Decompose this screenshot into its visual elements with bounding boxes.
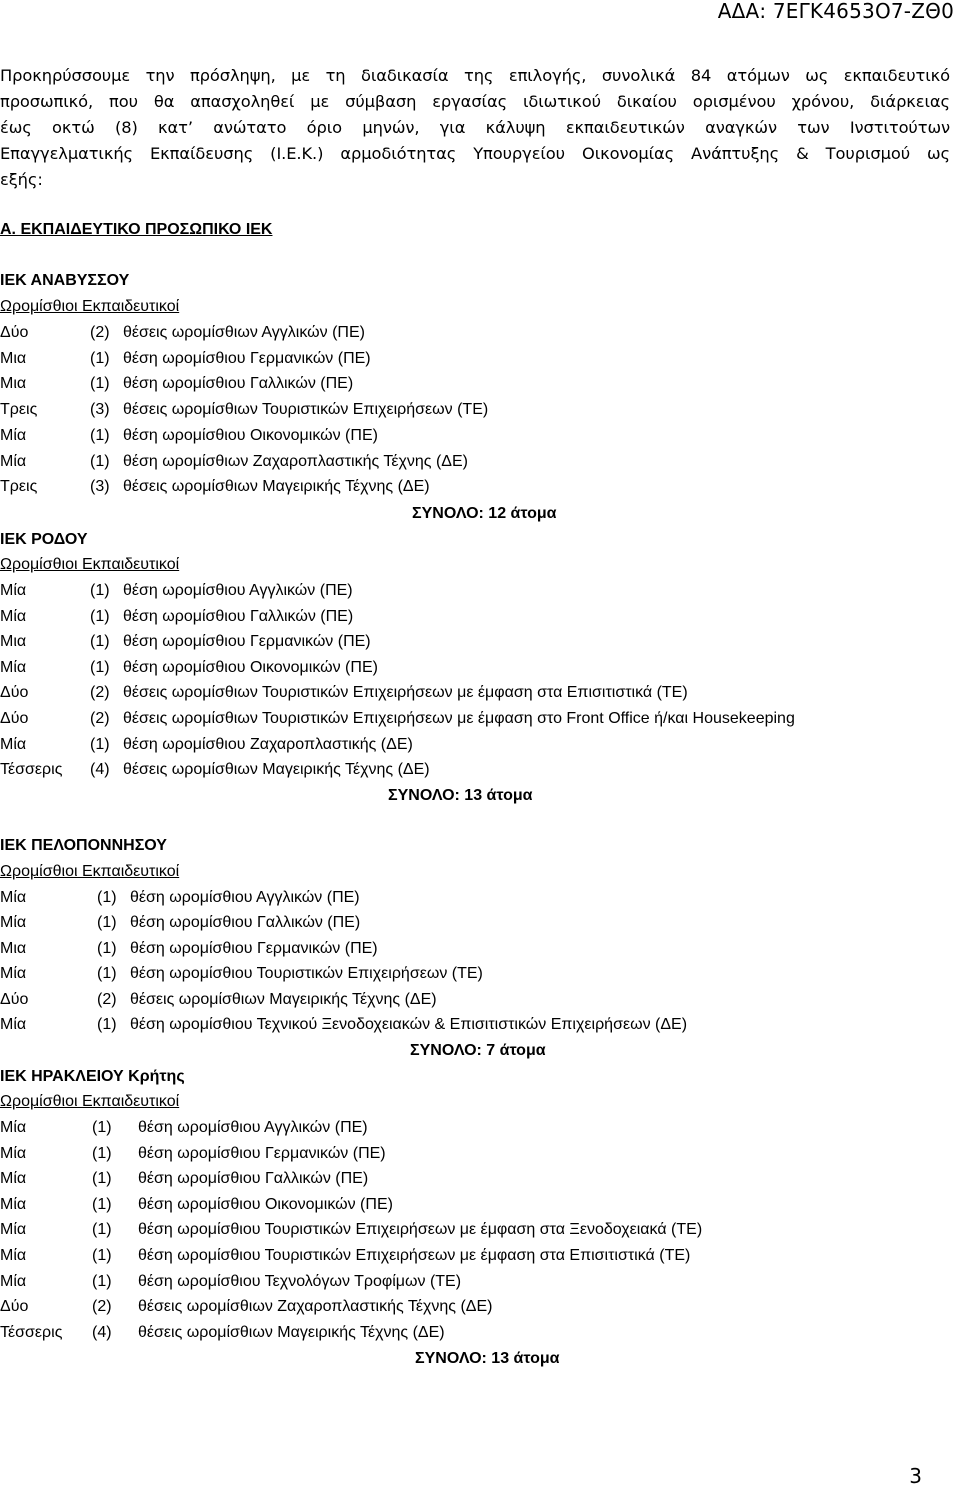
position-description: θέση ωρομίσθιου Τεχνικού Ξενοδοχειακών & Επισιτιστικών Επιχειρήσεων (ΔΕ) [130, 1016, 688, 1033]
position-count-number: (1) [90, 427, 110, 444]
position-row [0, 912, 960, 934]
position-row [0, 1143, 960, 1165]
block-title: ΙΕΚ ΗΡΑΚΛΕΙΟΥ Κρήτης [0, 1068, 185, 1085]
position-description: θέση ωρομίσθιου Γερμανικών (ΠΕ) [123, 350, 371, 367]
position-description: θέσεις ωρομίσθιων Μαγειρικής Τέχνης (ΔΕ) [138, 1324, 445, 1341]
position-count-word: Μία [0, 1247, 27, 1264]
position-row [0, 1271, 960, 1293]
intro-line: Επαγγελματικής Εκπαίδευσης (Ι.Ε.Κ.) αρμοδιότητας Υπουργείου Οικονομίας Ανάπτυξης & Τουρισμού ως [0, 144, 950, 163]
position-description: θέσεις ωρομίσθιων Ζαχαροπλαστικής Τέχνης (ΔΕ) [138, 1298, 493, 1315]
block-total: ΣΥΝΟΛΟ: 13 άτομα [388, 787, 533, 804]
position-count-word: Μία [0, 582, 27, 599]
position-description: θέση ωρομίσθιου Τουριστικών Επιχειρήσεων με έμφαση στα Ξενοδοχειακά (ΤΕ) [138, 1221, 703, 1238]
position-count-word: Μία [0, 1145, 27, 1162]
position-row [0, 1245, 960, 1267]
position-count-number: (4) [92, 1324, 112, 1341]
position-row [0, 989, 960, 1011]
position-count-number: (1) [97, 914, 117, 931]
position-row [0, 657, 960, 679]
section-title: Α. ΕΚΠΑΙΔΕΥΤΙΚΟ ΠΡΟΣΩΠΙΚΟ ΙΕΚ [0, 221, 273, 238]
document-code: ΑΔΑ: 7ΕΓΚ4653Ο7-ΖΘ0 [717, 0, 954, 23]
position-description: θέσεις ωρομίσθιων Αγγλικών (ΠΕ) [123, 324, 365, 341]
position-description: θέση ωρομίσθιου Γαλλικών (ΠΕ) [123, 375, 354, 392]
position-count-number: (1) [90, 633, 110, 650]
position-count-number: (1) [97, 965, 117, 982]
intro-line: προσωπικό, που θα απασχοληθεί με σύμβαση εργασίας ιδιωτικού δικαίου ορισμένου χρόνου, διάρκειας [0, 92, 950, 111]
position-description: θέση ωρομίσθιων Ζαχαροπλαστικής Τέχνης (ΔΕ) [123, 453, 468, 470]
position-description: θέση ωρομίσθιου Τουριστικών Επιχειρήσεων (ΤΕ) [130, 965, 483, 982]
position-row [0, 1194, 960, 1216]
block-title: ΙΕΚ ΡΟΔΟΥ [0, 531, 88, 548]
position-row [0, 734, 960, 756]
position-count-word: Μία [0, 1016, 27, 1033]
position-count-number: (2) [92, 1298, 112, 1315]
position-count-number: (1) [90, 608, 110, 625]
position-count-number: (4) [90, 761, 110, 778]
position-description: θέση ωρομίσθιου Αγγλικών (ΠΕ) [130, 889, 360, 906]
position-description: θέση ωρομίσθιου Γαλλικών (ΠΕ) [123, 608, 354, 625]
position-row [0, 887, 960, 909]
position-description: θέσεις ωρομίσθιων Τουριστικών Επιχειρήσεων (ΤΕ) [123, 401, 489, 418]
position-count-word: Μία [0, 736, 27, 753]
position-count-number: (1) [92, 1119, 112, 1136]
position-count-word: Μια [0, 940, 27, 957]
position-count-number: (1) [90, 453, 110, 470]
position-row [0, 476, 960, 498]
position-description: θέση ωρομίσθιου Τουριστικών Επιχειρήσεων με έμφαση στα Επισιτιστικά (ΤΕ) [138, 1247, 691, 1264]
position-row [0, 425, 960, 447]
position-row [0, 322, 960, 344]
block-total: ΣΥΝΟΛΟ: 7 άτομα [410, 1042, 546, 1059]
position-count-number: (1) [92, 1196, 112, 1213]
position-row [0, 451, 960, 473]
position-description: θέση ωρομίσθιου Οικονομικών (ΠΕ) [138, 1196, 393, 1213]
position-count-number: (1) [92, 1273, 112, 1290]
position-count-number: (3) [90, 478, 110, 495]
position-row [0, 399, 960, 421]
block-total: ΣΥΝΟΛΟ: 13 άτομα [415, 1350, 560, 1367]
position-row [0, 759, 960, 781]
position-count-word: Μία [0, 659, 27, 676]
position-row [0, 348, 960, 370]
position-row [0, 1322, 960, 1344]
position-count-word: Μία [0, 453, 27, 470]
block-title: ΙΕΚ ΠΕΛΟΠΟΝΝΗΣΟΥ [0, 837, 167, 854]
position-row [0, 1117, 960, 1139]
position-count-number: (2) [90, 710, 110, 727]
position-description: θέση ωρομίσθιου Τεχνολόγων Τροφίμων (ΤΕ) [138, 1273, 462, 1290]
position-row [0, 938, 960, 960]
position-count-word: Τέσσερις [0, 761, 63, 778]
position-count-number: (3) [90, 401, 110, 418]
position-row [0, 1168, 960, 1190]
position-count-word: Δύο [0, 991, 29, 1008]
position-count-word: Δύο [0, 710, 29, 727]
position-description: θέσεις ωρομίσθιων Μαγειρικής Τέχνης (ΔΕ) [123, 478, 430, 495]
position-row [0, 1296, 960, 1318]
position-description: θέση ωρομίσθιου Οικονομικών (ΠΕ) [123, 659, 378, 676]
position-count-number: (1) [90, 736, 110, 753]
position-row [0, 1014, 960, 1036]
position-description: θέση ωρομίσθιου Αγγλικών (ΠΕ) [123, 582, 353, 599]
position-row [0, 1219, 960, 1241]
position-count-word: Μία [0, 1170, 27, 1187]
position-row [0, 708, 960, 730]
position-count-word: Μια [0, 633, 27, 650]
position-count-number: (2) [90, 324, 110, 341]
position-count-word: Τρεις [0, 401, 38, 418]
position-row [0, 580, 960, 602]
position-count-word: Μία [0, 1273, 27, 1290]
subheading: Ωρομίσθιοι Εκπαιδευτικοί [0, 863, 180, 880]
subheading: Ωρομίσθιοι Εκπαιδευτικοί [0, 1093, 180, 1110]
subheading: Ωρομίσθιοι Εκπαιδευτικοί [0, 298, 180, 315]
position-count-word: Μία [0, 427, 27, 444]
position-count-number: (1) [97, 940, 117, 957]
position-count-number: (1) [92, 1145, 112, 1162]
position-count-number: (1) [97, 889, 117, 906]
position-row [0, 606, 960, 628]
position-description: θέση ωρομίσθιου Γερμανικών (ΠΕ) [123, 633, 371, 650]
position-row [0, 373, 960, 395]
position-count-number: (2) [97, 991, 117, 1008]
position-row [0, 631, 960, 653]
position-count-word: Τέσσερις [0, 1324, 63, 1341]
position-description: θέση ωρομίσθιου Γαλλικών (ΠΕ) [138, 1170, 369, 1187]
position-description: θέσεις ωρομίσθιων Τουριστικών Επιχειρήσεων με έμφαση στο Front Office ή/και Housekeeping [123, 710, 795, 727]
position-count-word: Μια [0, 375, 27, 392]
position-count-word: Μία [0, 1221, 27, 1238]
position-count-number: (1) [90, 659, 110, 676]
position-description: θέση ωρομίσθιου Γαλλικών (ΠΕ) [130, 914, 361, 931]
position-count-number: (1) [97, 1016, 117, 1033]
intro-line: Προκηρύσσουμε την πρόσληψη, με τη διαδικασία της επιλογής, συνολικά 84 ατόμων ως εκπαιδευτικό [0, 66, 950, 85]
position-description: θέση ωρομίσθιου Γερμανικών (ΠΕ) [130, 940, 378, 957]
position-count-number: (2) [90, 684, 110, 701]
intro-line: έως οκτώ (8) κατ’ ανώτατο όριο μηνών, για κάλυψη εκπαιδευτικών αναγκών των Ινστιτούτων [0, 118, 950, 137]
position-description: θέση ωρομίσθιου Οικονομικών (ΠΕ) [123, 427, 378, 444]
position-row [0, 963, 960, 985]
position-count-number: (1) [92, 1247, 112, 1264]
position-description: θέσεις ωρομίσθιων Τουριστικών Επιχειρήσεων με έμφαση στα Επισιτιστικά (ΤΕ) [123, 684, 688, 701]
intro-line: εξής: [0, 170, 43, 189]
position-description: θέσεις ωρομίσθιων Μαγειρικής Τέχνης (ΔΕ) [123, 761, 430, 778]
position-count-number: (1) [90, 375, 110, 392]
position-description: θέση ωρομίσθιου Ζαχαροπλαστικής (ΔΕ) [123, 736, 413, 753]
position-count-number: (1) [92, 1170, 112, 1187]
position-count-word: Μία [0, 608, 27, 625]
block-title: ΙΕΚ ΑΝΑΒΥΣΣΟΥ [0, 272, 130, 289]
position-description: θέση ωρομίσθιου Γερμανικών (ΠΕ) [138, 1145, 386, 1162]
subheading: Ωρομίσθιοι Εκπαιδευτικοί [0, 556, 180, 573]
position-row [0, 682, 960, 704]
position-count-word: Μία [0, 1196, 27, 1213]
position-description: θέσεις ωρομίσθιων Μαγειρικής Τέχνης (ΔΕ) [130, 991, 437, 1008]
position-count-word: Μία [0, 914, 27, 931]
intro-paragraph [0, 63, 950, 193]
position-count-word: Μία [0, 1119, 27, 1136]
position-count-word: Μία [0, 965, 27, 982]
position-count-word: Τρεις [0, 478, 38, 495]
page-number: 3 [909, 1464, 922, 1488]
position-count-word: Μια [0, 350, 27, 367]
position-count-number: (1) [92, 1221, 112, 1238]
position-count-word: Μία [0, 889, 27, 906]
position-count-number: (1) [90, 582, 110, 599]
position-count-word: Δύο [0, 684, 29, 701]
position-count-word: Δύο [0, 1298, 29, 1315]
position-description: θέση ωρομίσθιου Αγγλικών (ΠΕ) [138, 1119, 368, 1136]
position-count-word: Δύο [0, 324, 29, 341]
position-count-number: (1) [90, 350, 110, 367]
block-total: ΣΥΝΟΛΟ: 12 άτομα [412, 505, 557, 522]
